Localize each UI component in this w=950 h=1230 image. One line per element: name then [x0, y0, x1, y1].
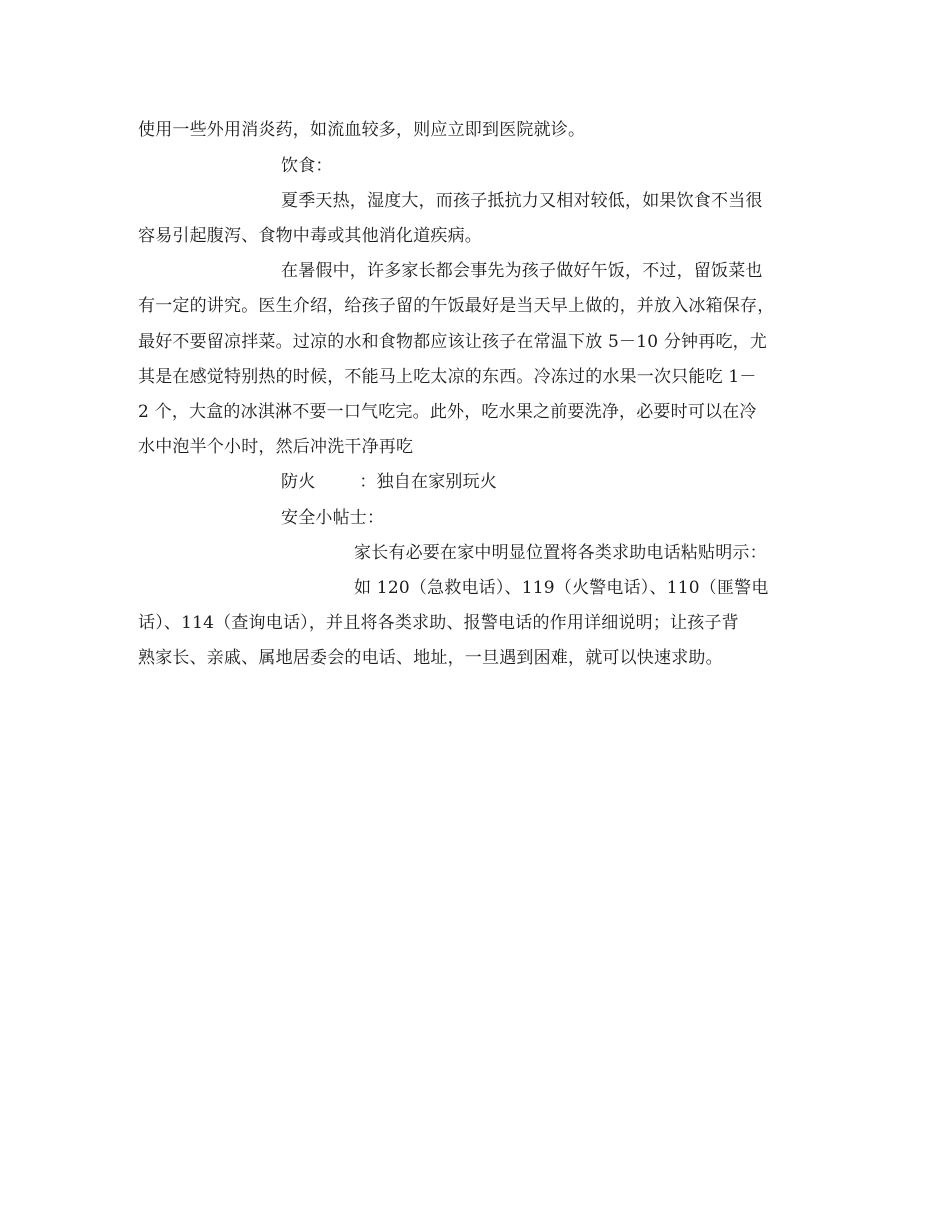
section-heading-diet: 饮食：: [281, 156, 333, 176]
paragraph-line: 夏季天热，湿度大，而孩子抵抗力又相对较低，如果饮食不当很: [281, 191, 763, 211]
paragraph-line: 熟家长、亲戚、属地居委会的电话、地址，一旦遇到困难，就可以快速求助。: [138, 648, 723, 668]
paragraph-line: 使用一些外用消炎药，如流血较多，则应立即到医院就诊。: [138, 120, 586, 140]
paragraph-line: 在暑假中，许多家长都会事先为孩子做好午饭，不过，留饭菜也: [281, 261, 763, 281]
fire-safety-line: [281, 470, 497, 494]
paragraph-line: 最好不要留凉拌菜。过凉的水和食物都应该让孩子在常温下放 5－10 分钟再吃，尤: [138, 332, 768, 352]
section-heading-safety-tips: 安全小帖士：: [281, 508, 385, 528]
paragraph-line: 水中泡半个小时，然后冲洗干净再吃: [138, 437, 414, 457]
paragraph-line: 有一定的讲究。医生介绍，给孩子留的午饭最好是当天早上做的，并放入冰箱保存，: [138, 296, 775, 316]
paragraph-line: 容易引起腹泻、食物中毒或其他消化道疾病。: [138, 226, 482, 246]
paragraph-line: 其是在感觉特别热的时候，不能马上吃太凉的东西。冷冻过的水果一次只能吃 1－: [138, 367, 757, 387]
paragraph-line: 如 120（急救电话）、119（火警电话）、110（匪警电: [354, 578, 769, 598]
fire-text: 独自在家别玩火: [376, 472, 498, 492]
paragraph-line: 2 个，大盒的冰淇淋不要一口气吃完。此外，吃水果之前要洗净，必要时可以在冷: [138, 402, 757, 422]
fire-colon: ：: [359, 472, 377, 492]
fire-label: 防火: [281, 472, 316, 492]
paragraph-line: 家长有必要在家中明显位置将各类求助电话粘贴明示：: [354, 543, 767, 563]
paragraph-line: 话）、114（查询电话），并且将各类求助、报警电话的作用详细说明；让孩子背: [138, 613, 739, 633]
